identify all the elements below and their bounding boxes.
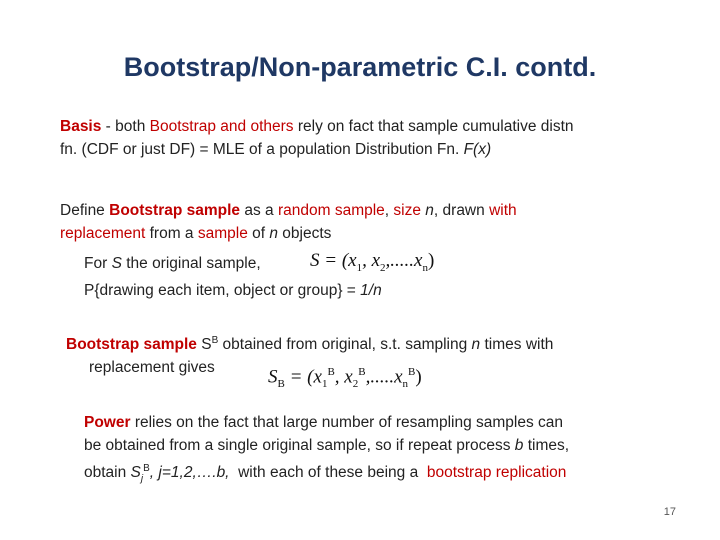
basis-line2: fn. (CDF or just DF) = MLE of a population Distribution Fn. <box>60 141 464 158</box>
bsample-rest2: times with <box>480 336 554 354</box>
define-text-4: , drawn <box>433 202 490 219</box>
probability-text: P{drawing each item, object or group} = <box>84 282 361 299</box>
formula-s-dots: ,.....x <box>385 250 423 271</box>
slide-title: Bootstrap/Non-parametric C.I. contd. <box>123 52 597 82</box>
formula-sb-mid: , x <box>334 366 353 388</box>
power-sj-sup: B <box>143 463 150 474</box>
formula-sb-end: ) <box>415 366 422 388</box>
formula-sb-lhs: S <box>268 366 278 388</box>
define-n2: n <box>269 225 278 242</box>
bsample-n: n <box>471 336 481 354</box>
define-text-2: as a <box>240 202 278 219</box>
basis-dash: - both <box>101 118 150 135</box>
power-replication: bootstrap replication <box>426 464 567 482</box>
power-b: b <box>514 437 524 454</box>
define-n1: n <box>425 202 434 219</box>
power-rest1: relies on the fact that large number of resampling samples can <box>130 414 564 431</box>
basis-paragraph <box>60 115 574 161</box>
formula-s-end: ) <box>427 250 435 271</box>
bsample-label: Bootstrap sample <box>66 336 197 354</box>
for-s-line <box>84 252 261 275</box>
power-obtain: obtain <box>84 464 131 482</box>
bsample-sup: B <box>211 335 219 346</box>
formula-s-sub2: 2 <box>380 261 386 274</box>
formula-sb-sub2: 2 <box>352 378 359 391</box>
bsample-line2: replacement gives <box>89 359 215 377</box>
define-paragraph <box>60 199 517 245</box>
formula-sb-subn: n <box>402 378 408 391</box>
power-jeq: , j=1,2,….b, <box>149 464 230 482</box>
bsample-s: S <box>196 336 212 354</box>
for-s-rest: the original sample, <box>121 255 261 272</box>
basis-label: Basis <box>60 118 102 135</box>
formula-s-lhs: S = (x <box>310 250 357 271</box>
page-number: 17 <box>663 506 676 518</box>
formula-sb <box>268 366 422 390</box>
define-random-sample: random sample <box>277 202 385 219</box>
for-s-text: For <box>84 255 112 272</box>
formula-s-subn: n <box>422 261 428 274</box>
power-sj: S <box>130 464 141 482</box>
for-s-symbol: S <box>111 255 122 272</box>
define-sample: sample <box>197 225 248 242</box>
define-text-7: objects <box>277 225 332 242</box>
basis-rest: rely on fact that sample cumulative distn <box>293 118 574 135</box>
power-paragraph <box>84 411 569 490</box>
formula-s-sub1: 1 <box>356 261 363 274</box>
formula-sb-sup3: B <box>408 366 416 378</box>
power-label: Power <box>84 414 131 431</box>
define-size: size <box>393 202 426 219</box>
bsample-rest: obtained from original, s.t. sampling <box>218 336 472 354</box>
power-sj-sub: j <box>140 473 144 485</box>
formula-sb-dots: ,.....x <box>365 366 403 388</box>
define-bootstrap-sample: Bootstrap sample <box>109 202 241 219</box>
define-text-6: of <box>247 225 270 242</box>
probability-line <box>84 279 382 302</box>
probability-value: 1/n <box>360 282 382 299</box>
basis-bootstrap: Bootstrap and others <box>149 118 294 135</box>
define-text-1: Define <box>60 202 110 219</box>
power-line2: be obtained from a single original sample, so if repeat process <box>84 437 515 454</box>
formula-sb-eq: = (x <box>284 366 322 388</box>
formula-sb-sub1: 1 <box>321 378 328 391</box>
power-line2-end: times, <box>523 437 570 454</box>
define-replacement: replacement <box>60 225 146 242</box>
define-text-3: , <box>384 202 394 219</box>
formula-s <box>310 250 434 274</box>
formula-s-mid: , x <box>362 250 381 271</box>
define-text-5: from a <box>145 225 198 242</box>
formula-sb-sup2: B <box>358 366 366 378</box>
formula-sb-sup1: B <box>327 366 335 378</box>
power-with: with each of these being a <box>229 464 427 482</box>
formula-sb-lsub: B <box>277 378 285 391</box>
basis-fx: F(x) <box>463 141 492 158</box>
define-with: with <box>489 202 517 219</box>
